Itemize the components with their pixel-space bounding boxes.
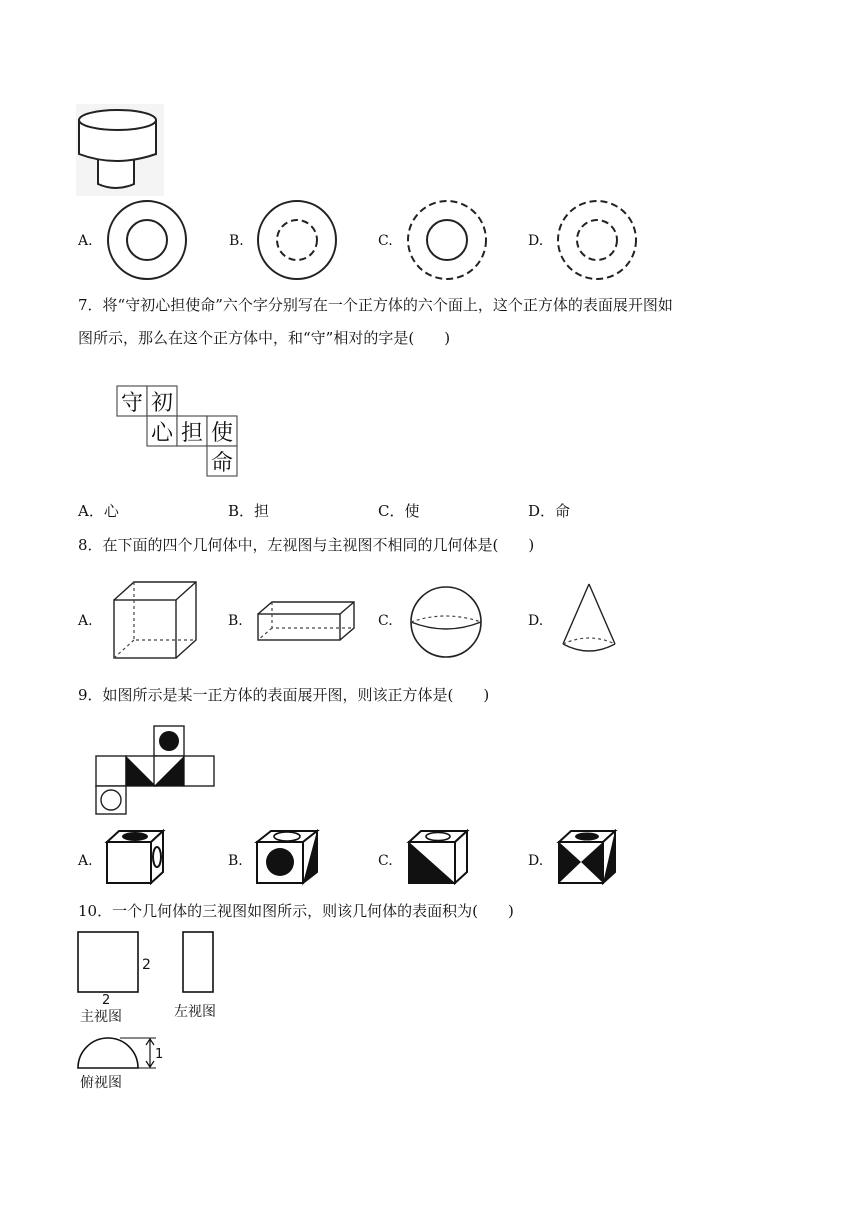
q8-option-d-label[interactable]: D. bbox=[528, 613, 544, 629]
q6-option-b-figure[interactable] bbox=[252, 198, 342, 282]
q7-option-c[interactable]: C．使 bbox=[378, 502, 420, 520]
q10-side-view-label: 左视图 bbox=[174, 1004, 216, 1020]
q10-top-view bbox=[76, 1036, 172, 1092]
q9-stem: 9．如图所示是某一正方体的表面展开图，则该正方体是( ) bbox=[78, 686, 490, 704]
q7-option-d[interactable]: D．命 bbox=[528, 502, 571, 520]
q10-front-view bbox=[76, 930, 160, 1024]
q9-cube-net bbox=[94, 724, 218, 816]
q8-option-a-cube[interactable] bbox=[112, 580, 198, 660]
q7-option-b[interactable]: B．担 bbox=[228, 502, 270, 520]
q10-top-view-label: 俯视图 bbox=[80, 1075, 122, 1091]
q8-option-a-label[interactable]: A. bbox=[78, 613, 93, 629]
q7-stem-line2: 图所示，那么在这个正方体中，和“守”相对的字是( ) bbox=[78, 329, 451, 347]
q7-stem-line1: 7．将“守初心担使命”六个字分别写在一个正方体的六个面上，这个正方体的表面展开图如 bbox=[78, 296, 673, 314]
net-char-shou: 守 bbox=[120, 391, 144, 416]
q10-top-height-label: 1 bbox=[155, 1047, 164, 1062]
q9-option-d-cube[interactable] bbox=[556, 828, 618, 886]
q9-option-a-label[interactable]: A. bbox=[78, 853, 93, 869]
q9-option-b-label[interactable]: B. bbox=[228, 853, 243, 869]
net-char-dan: 担 bbox=[180, 421, 204, 446]
q8-option-b-label[interactable]: B. bbox=[228, 613, 243, 629]
net-char-shi: 使 bbox=[210, 421, 234, 446]
q6-option-a-label[interactable]: A. bbox=[78, 233, 93, 249]
q10-front-width-label: 2 bbox=[102, 993, 111, 1008]
q9-option-b-cube[interactable] bbox=[254, 828, 320, 888]
q8-stem: 8．在下面的四个几何体中，左视图与主视图不相同的几何体是( ) bbox=[78, 536, 535, 554]
q6-option-d-label[interactable]: D. bbox=[528, 233, 544, 249]
q8-option-c-sphere[interactable] bbox=[408, 584, 484, 660]
q9-option-a-cube[interactable] bbox=[104, 828, 166, 886]
net-char-ming: 命 bbox=[210, 451, 234, 476]
q6-option-a-figure[interactable] bbox=[102, 198, 192, 282]
q7-cube-net bbox=[116, 385, 240, 477]
q9-option-c-label[interactable]: C. bbox=[378, 853, 393, 869]
q6-option-c-figure[interactable] bbox=[402, 198, 492, 282]
q6-option-d-figure[interactable] bbox=[552, 198, 642, 282]
q6-option-b-label[interactable]: B. bbox=[229, 233, 244, 249]
q8-option-c-label[interactable]: C. bbox=[378, 613, 393, 629]
q10-side-view bbox=[172, 930, 226, 1024]
q8-option-b-cuboid[interactable] bbox=[256, 600, 356, 642]
q6-solid-figure bbox=[76, 104, 164, 196]
q8-option-d-cone[interactable] bbox=[560, 582, 618, 654]
q10-stem: 10．一个几何体的三视图如图所示，则该几何体的表面积为( ) bbox=[78, 902, 514, 920]
q9-option-c-cube[interactable] bbox=[406, 828, 470, 886]
q6-option-c-label[interactable]: C. bbox=[378, 233, 393, 249]
q9-option-d-label[interactable]: D. bbox=[528, 853, 544, 869]
net-char-chu: 初 bbox=[150, 391, 174, 416]
net-char-xin: 心 bbox=[150, 421, 174, 446]
q10-front-height-label: 2 bbox=[142, 957, 151, 973]
q10-front-view-label: 主视图 bbox=[80, 1009, 122, 1024]
q7-option-a[interactable]: A．心 bbox=[78, 502, 119, 520]
